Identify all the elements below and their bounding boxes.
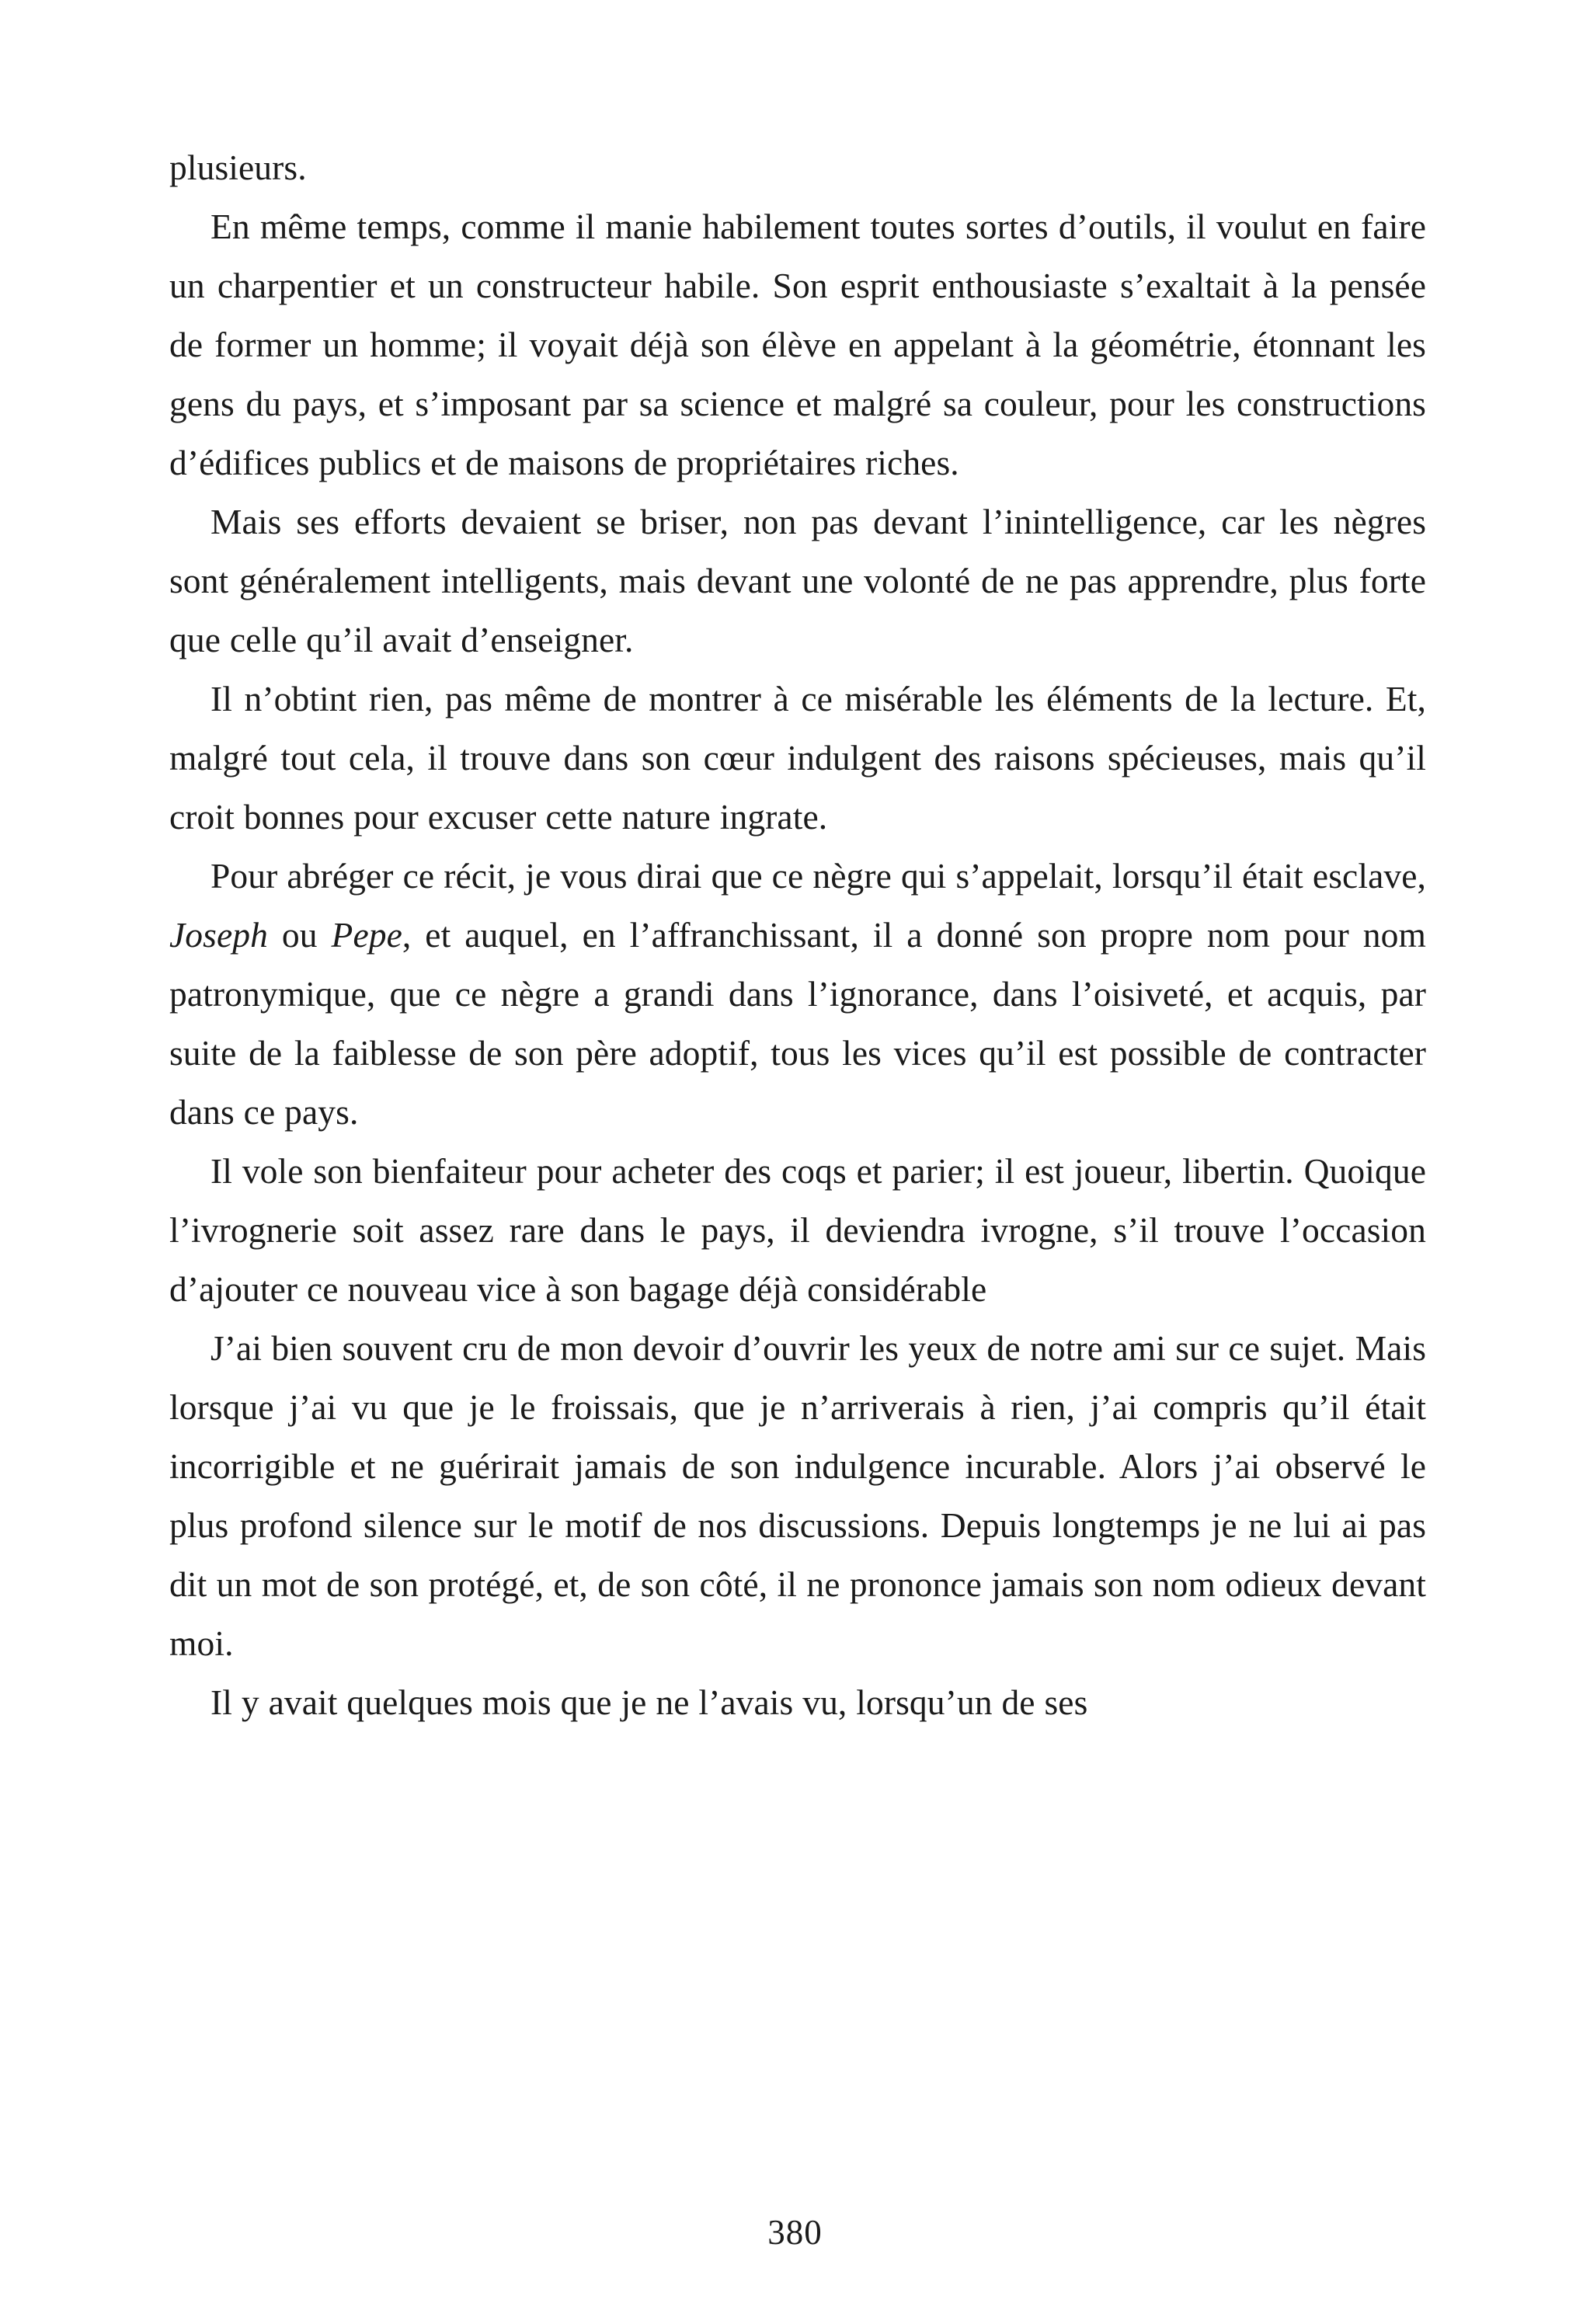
page-number: 380	[767, 2213, 823, 2252]
text-run: , et auquel, en l’affranchissant, il a donné son propre nom pour nom patronymique, que ce nègre a grandi dans l’ignorance, dans l’oisiveté, et acquis, par suite de la faiblesse de son père adoptif, tous les vices qu’il est possible de contracter dans ce pays.	[169, 915, 1426, 1132]
paragraph	[169, 1142, 1426, 1319]
paragraph	[169, 670, 1426, 847]
italic-text: Joseph	[169, 915, 268, 955]
text-run: plusieurs.	[169, 148, 307, 187]
text-run: J’ai bien souvent cru de mon devoir d’ouvrir les yeux de notre ami sur ce sujet. Mais lorsque j’ai vu que je le froissais, que je n’arriverais à rien, j’ai compris qu’il était incorrigible et ne guérirait jamais de son indulgence incurable. Alors j’ai observé le plus profond silence sur le motif de nos discussions. Depuis longtemps je ne lui ai pas dit un mot de son protégé, et, de son côté, il ne prononce jamais son nom odieux devant moi.	[169, 1328, 1426, 1663]
italic-text: Pepe	[331, 915, 402, 955]
text-run: Il vole son bienfaiteur pour acheter des coqs et parier; il est joueur, libertin. Quoique l’ivrognerie soit assez rare dans le pays, il deviendra ivrogne, s’il trouve l’occasion d’ajouter ce nouveau vice à son bagage déjà considérable	[169, 1151, 1426, 1309]
text-run: ou	[267, 915, 332, 955]
paragraph	[169, 197, 1426, 492]
paragraph	[169, 847, 1426, 1142]
paragraph	[169, 492, 1426, 670]
text-run: Mais ses efforts devaient se briser, non pas devant l’inintelligence, car les nègres sont généralement intelligents, mais devant une volonté de ne pas apprendre, plus forte que celle qu’il avait d’enseigner.	[169, 502, 1426, 659]
paragraph	[169, 138, 1426, 197]
text-run: Pour abréger ce récit, je vous dirai que ce nègre qui s’appelait, lorsqu’il était esclave,	[210, 856, 1426, 896]
paragraph	[169, 1319, 1426, 1673]
text-run: Il n’obtint rien, pas même de montrer à ce misérable les éléments de la lecture. Et, malgré tout cela, il trouve dans son cœur indulgent des raisons spécieuses, mais qu’il croit bonnes pour excuser cette nature ingrate.	[169, 679, 1426, 837]
text-run: Il y avait quelques mois que je ne l’avais vu, lorsqu’un de ses	[210, 1682, 1088, 1722]
text-run: En même temps, comme il manie habilement toutes sortes d’outils, il voulut en faire un charpentier et un constructeur habile. Son esprit enthousiaste s’exaltait à la pensée de former un homme; il voyait déjà son élève en appelant à la géométrie, étonnant les gens du pays, et s’imposant par sa science et malgré sa couleur, pour les constructions d’édifices publics et de maisons de propriétaires riches.	[169, 207, 1426, 482]
body-text-column	[169, 138, 1426, 1732]
paragraph	[169, 1673, 1426, 1732]
